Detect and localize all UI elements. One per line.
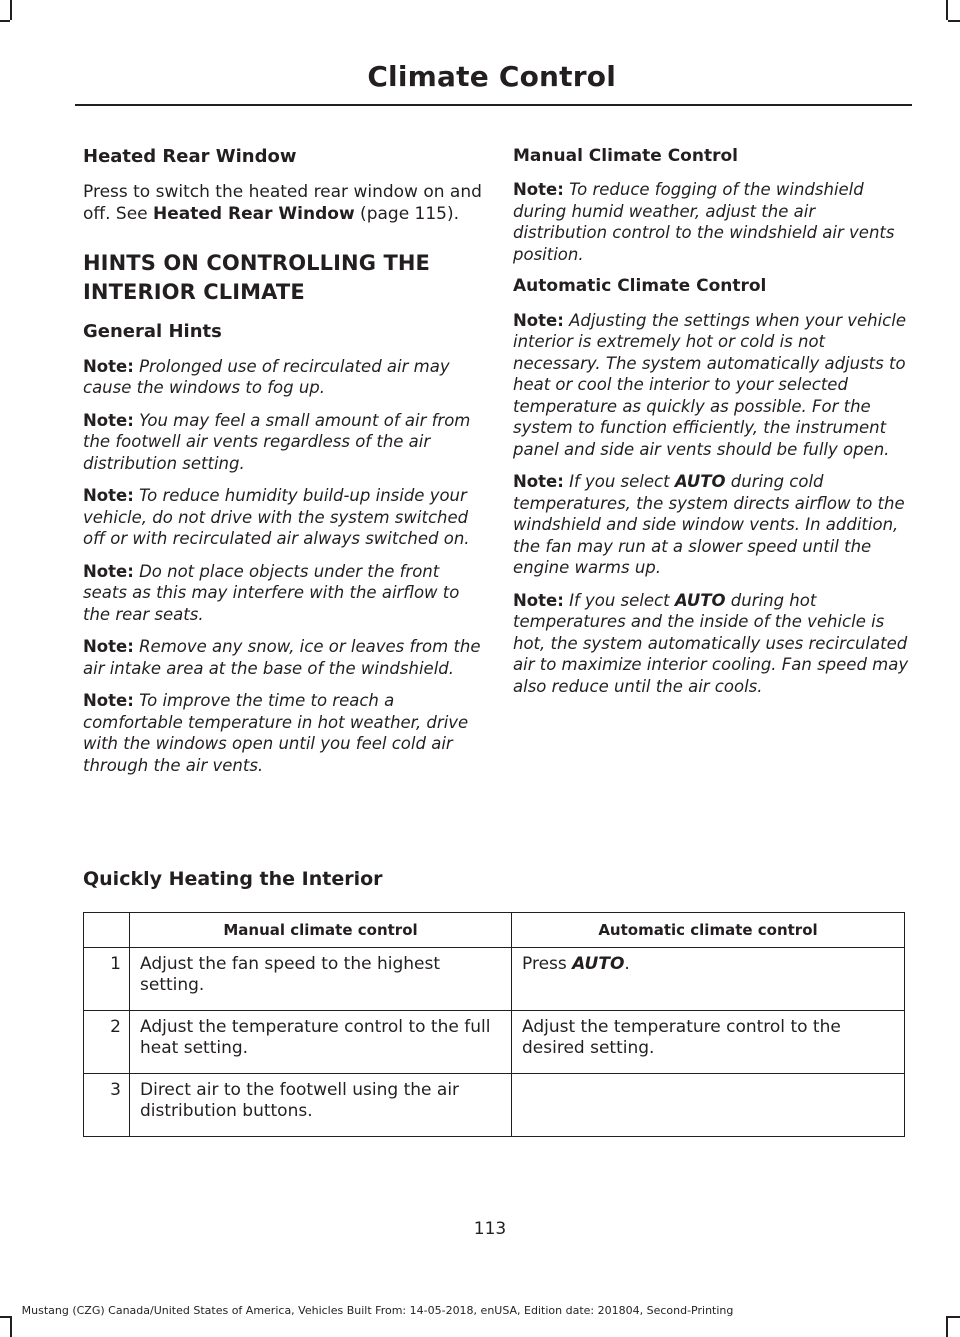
crop-mark (946, 1316, 948, 1337)
table-header-automatic: Automatic climate control (512, 913, 905, 948)
hints-section-title: HINTS ON CONTROLLING THE INTERIOR CLIMATE (83, 250, 430, 304)
table-header-row (84, 913, 905, 948)
note-paragraph: Note: If you select AUTO during hot temperatures and the inside of the vehicle is hot, the system automatically uses recirculated air to maximize interior cooling. Fan speed may also reduce until the air cools. (513, 590, 909, 696)
step-number: 3 (84, 1074, 130, 1137)
automatic-step: Press AUTO. (512, 948, 905, 1011)
manual-step: Adjust the temperature control to the full heat setting. (130, 1011, 512, 1074)
auto-keyword: AUTO (572, 954, 625, 974)
table-row (84, 1011, 905, 1074)
step-number: 1 (84, 948, 130, 1011)
crop-mark (10, 1316, 12, 1337)
auto-keyword: AUTO (674, 472, 726, 491)
note-paragraph: Note: To improve the time to reach a comfortable temperature in hot weather, drive with the windows open until you feel cold air through the air vents. (83, 691, 469, 775)
crop-mark (948, 20, 960, 22)
general-hints-title: General Hints (83, 321, 222, 343)
page-number: 113 (473, 1219, 507, 1239)
manual-climate-title: Manual Climate Control (513, 146, 738, 166)
table-title: Quickly Heating the Interior (83, 868, 383, 890)
manual-step: Adjust the fan speed to the highest setting. (130, 948, 512, 1011)
automatic-step (512, 1074, 905, 1137)
table-row (84, 948, 905, 1011)
note-paragraph: Note: Adjusting the settings when your vehicle interior is extremely hot or cold is not necessary. The system automatically adjusts to heat or cool the interior to your selected temperature as quickly as possible. For the system to function efficiently, the instrument panel and side air vents should be fully open. (513, 310, 906, 459)
left-column (83, 146, 483, 787)
footer-text: Mustang (CZG) Canada/United States of America, Vehicles Built From: 14-05-2018, enUSA, Edition date: 201804, Second-Printing (21, 1304, 734, 1317)
quick-heating-table (83, 912, 905, 1137)
crop-mark (946, 0, 948, 20)
step-number: 2 (84, 1011, 130, 1074)
crop-mark (0, 20, 10, 22)
crop-mark (948, 1316, 960, 1318)
heated-rear-window-text: Press to switch the heated rear window on and off. See Heated Rear Window (page 115). (83, 181, 482, 224)
table-row (84, 1074, 905, 1137)
table-header-manual: Manual climate control (130, 913, 512, 948)
note-paragraph: Note: Prolonged use of recirculated air may cause the windows to fog up. (83, 356, 450, 398)
note-paragraph: Note: Do not place objects under the front seats as this may interfere with the airflow to the rear seats. (83, 561, 460, 624)
note-paragraph: Note: You may feel a small amount of air from the footwell air vents regardless of the air distribution setting. (83, 410, 471, 473)
heated-rear-window-link[interactable]: Heated Rear Window (153, 203, 355, 224)
section-title: Climate Control (367, 60, 616, 93)
table-header-number (84, 913, 130, 948)
note-paragraph: Note: To reduce humidity build-up inside your vehicle, do not drive with the system switched off or with recirculated air always switched on. (83, 486, 470, 549)
automatic-step: Adjust the temperature control to the desired setting. (512, 1011, 905, 1074)
crop-mark (10, 0, 12, 20)
manual-step: Direct air to the footwell using the air distribution buttons. (130, 1074, 512, 1137)
right-column (513, 146, 913, 708)
header-divider (75, 104, 912, 106)
auto-keyword: AUTO (674, 590, 726, 610)
note-paragraph: Note: Remove any snow, ice or leaves from the air intake area at the base of the windshield. (83, 637, 481, 678)
note-paragraph: Note: To reduce fogging of the windshield during humid weather, adjust the air distribution control to the windshield air vents position. (513, 180, 895, 264)
note-paragraph: Note: If you select AUTO during cold temperatures, the system directs airflow to the windshield and side window vents. In addition, the fan may run at a slower speed until the engine warms up. (513, 472, 905, 577)
heated-rear-window-title: Heated Rear Window (83, 146, 297, 167)
automatic-climate-title: Automatic Climate Control (513, 276, 767, 297)
